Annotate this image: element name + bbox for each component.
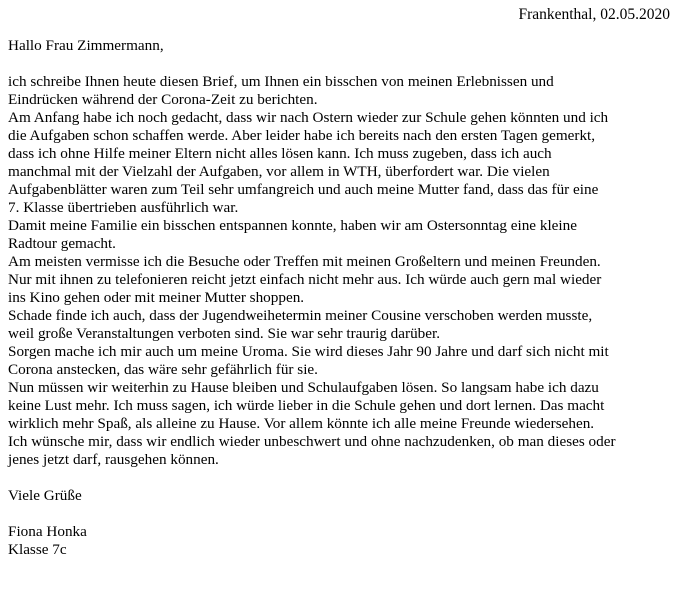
closing: Viele Grüße [8, 487, 82, 504]
body-line: Am meisten vermisse ich die Besuche oder Treffen mit meinen Großeltern und meinen Freunden. [8, 253, 601, 270]
signature-name: Fiona Honka [8, 523, 87, 540]
body-line: ins Kino gehen oder mit meiner Mutter shoppen. [8, 289, 305, 306]
body-line: die Aufgaben schon schaffen werde. Aber leider habe ich bereits nach den ersten Tagen gemerkt, [8, 127, 596, 144]
body-line: Am Anfang habe ich noch gedacht, dass wir nach Ostern wieder zur Schule gehen könnten und ich [8, 109, 609, 126]
greeting: Hallo Frau Zimmermann, [8, 37, 164, 54]
body-line: Nur mit ihnen zu telefonieren reicht jetzt einfach nicht mehr aus. Ich würde auch gern mal wieder [8, 271, 602, 288]
body-line: keine Lust mehr. Ich muss sagen, ich würde lieber in die Schule gehen und dort lernen. Das macht [8, 397, 605, 414]
body-line: weil große Veranstaltungen verboten sind. Sie war sehr traurig darüber. [8, 325, 441, 342]
place-date-line: Frankenthal, 02.05.2020 [518, 6, 670, 23]
body-line: jenes jetzt darf, rausgehen können. [8, 451, 219, 468]
body-line: Aufgabenblätter waren zum Teil sehr umfangreich und auch meine Mutter fand, dass das für eine [8, 181, 599, 198]
body-line: 7. Klasse übertrieben ausführlich war. [8, 199, 239, 216]
body-line: Schade finde ich auch, dass der Jugendweihetermin meiner Cousine verschoben werden musste, [8, 307, 593, 324]
body-line: Radtour gemacht. [8, 235, 116, 252]
letter-body [8, 73, 678, 469]
blank-line [8, 55, 678, 73]
body-line: Eindrücken während der Corona-Zeit zu berichten. [8, 91, 318, 108]
body-line: Damit meine Familie ein bisschen entspannen konnte, haben wir am Ostersonntag eine kleine [8, 217, 577, 234]
body-line: Nun müssen wir weiterhin zu Hause bleiben und Schulaufgaben lösen. So langsam habe ich dazu [8, 379, 599, 396]
body-line: Corona anstecken, das wäre sehr gefährlich für sie. [8, 361, 318, 378]
blank-line [8, 469, 678, 487]
body-line: wirklich mehr Spaß, als alleine zu Hause. Vor allem könnte ich alle meine Freunde wiedersehen. [8, 415, 595, 432]
body-line: manchmal mit der Vielzahl der Aufgaben, vor allem in WTH, überfordert war. Die vielen [8, 163, 550, 180]
body-line: Ich wünsche mir, dass wir endlich wieder unbeschwert und ohne nachzudenken, ob man dieses oder [8, 433, 616, 450]
signature-class: Klasse 7c [8, 541, 67, 558]
body-line: ich schreibe Ihnen heute diesen Brief, um Ihnen ein bisschen von meinen Erlebnissen und [8, 73, 554, 90]
blank-line [8, 505, 678, 523]
body-line: Sorgen mache ich mir auch um meine Uroma. Sie wird dieses Jahr 90 Jahre und darf sich nicht mit [8, 343, 609, 360]
body-line: dass ich ohne Hilfe meiner Eltern nicht alles lösen kann. Ich muss zugeben, dass ich auch [8, 145, 552, 162]
